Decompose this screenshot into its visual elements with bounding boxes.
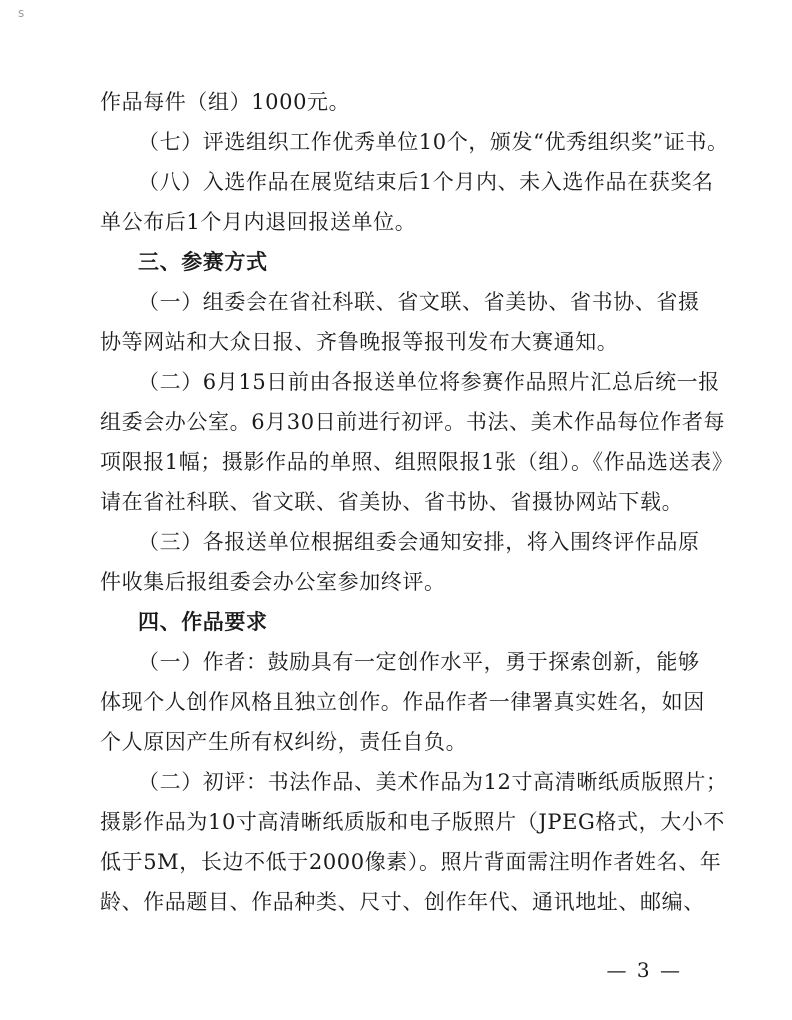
page-number: — 3 —: [606, 958, 682, 982]
section-heading-requirements: 四、作品要求: [138, 610, 268, 634]
text-line-1: 作品每件（组）1000元。: [100, 90, 351, 114]
body-text: [100, 82, 734, 922]
text-line-8: （二）6月15日前由各报送单位将参赛作品照片汇总后统一报: [138, 370, 720, 394]
text-line-10: 项限报1幅；摄影作品的单照、组照限报1张（组）。《作品选送表》: [100, 450, 734, 474]
text-line-12: （三）各报送单位根据组委会通知安排，将入围终评作品原: [138, 530, 700, 554]
text-line-6: （一）组委会在省社科联、省文联、省美协、省书协、省摄: [138, 290, 700, 314]
text-line-16: 体现个人创作风格且独立创作。作品作者一律署真实姓名，如因: [100, 690, 705, 714]
text-line-18: （二）初评：书法作品、美术作品为12寸高清晰纸质版照片；: [138, 770, 728, 794]
scan-mark: s: [18, 6, 25, 20]
text-line-11: 请在省社科联、省文联、省美协、省书协、省摄协网站下载。: [100, 490, 684, 514]
text-line-17: 个人原因产生所有权纠纷，责任自负。: [100, 730, 468, 754]
text-line-7: 协等网站和大众日报、齐鲁晚报等报刊发布大赛通知。: [100, 330, 619, 354]
text-line-13: 件收集后报组委会办公室参加终评。: [100, 570, 446, 594]
text-line-9: 组委会办公室。6月30日前进行初评。书法、美术作品每位作者每: [100, 410, 726, 434]
text-line-15: （一）作者：鼓励具有一定创作水平，勇于探索创新，能够: [138, 650, 700, 674]
text-line-2: （七）评选组织工作优秀单位10个，颁发“优秀组织奖”证书。: [138, 130, 729, 154]
text-line-19: 摄影作品为10寸高清晰纸质版和电子版照片（JPEG格式，大小不: [100, 810, 725, 834]
text-line-21: 龄、作品题目、作品种类、尺寸、创作年代、通讯地址、邮编、: [100, 890, 705, 914]
text-line-20: 低于5M，长边不低于2000像素）。照片背面需注明作者姓名、年: [100, 850, 722, 874]
section-heading-participation: 三、参赛方式: [138, 250, 268, 274]
text-line-4: 单公布后1个月内退回报送单位。: [100, 210, 417, 234]
text-line-3: （八）入选作品在展览结束后1个月内、未入选作品在获奖名: [138, 170, 714, 194]
